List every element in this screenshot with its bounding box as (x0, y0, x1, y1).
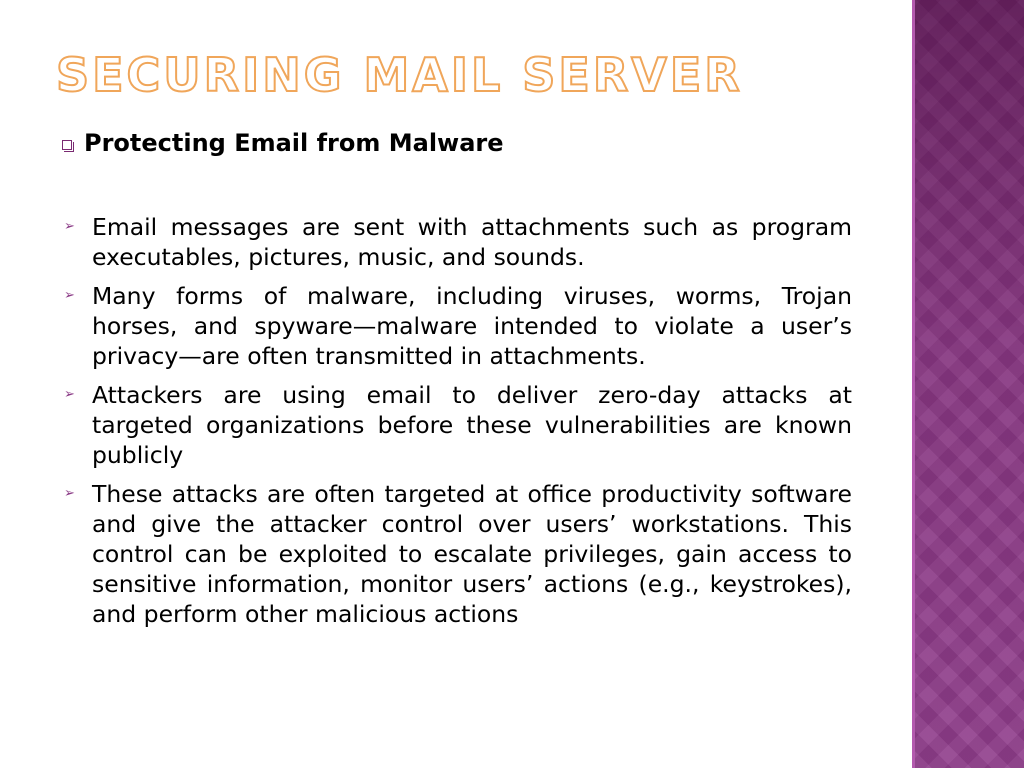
bullet-text: Attackers are using email to deliver zero-day attacks at targeted organizations before these vulnerabilities are known publicly (92, 381, 852, 469)
arrow-bullet-icon: ➢ (64, 219, 75, 234)
bullet-text: Many forms of malware, including viruses, worms, Trojan horses, and spyware—malware intended to violate a user’s privacy—are often transmitted in attachments. (92, 282, 852, 370)
bullet-list (62, 212, 852, 638)
subheading-text: Protecting Email from Malware (84, 129, 504, 157)
bullet-text: These attacks are often targeted at office productivity software and give the attacker control over users’ workstations. This control can be exploited to escalate privileges, gain access to sensitive information, monitor users’ actions (e.g., keystrokes), and perform other malicious actions (92, 480, 852, 628)
subheading (62, 129, 504, 157)
list-item (62, 479, 852, 629)
arrow-bullet-icon: ➢ (64, 288, 75, 303)
arrow-bullet-icon: ➢ (64, 387, 75, 402)
square-bullet-icon (62, 140, 72, 150)
decorative-side-band (912, 0, 1024, 768)
list-item (62, 212, 852, 272)
slide-title: SECURING MAIL SERVER (56, 48, 743, 102)
list-item (62, 281, 852, 371)
list-item (62, 380, 852, 470)
arrow-bullet-icon: ➢ (64, 486, 75, 501)
bullet-text: Email messages are sent with attachments such as program executables, pictures, music, and sounds. (92, 213, 852, 271)
